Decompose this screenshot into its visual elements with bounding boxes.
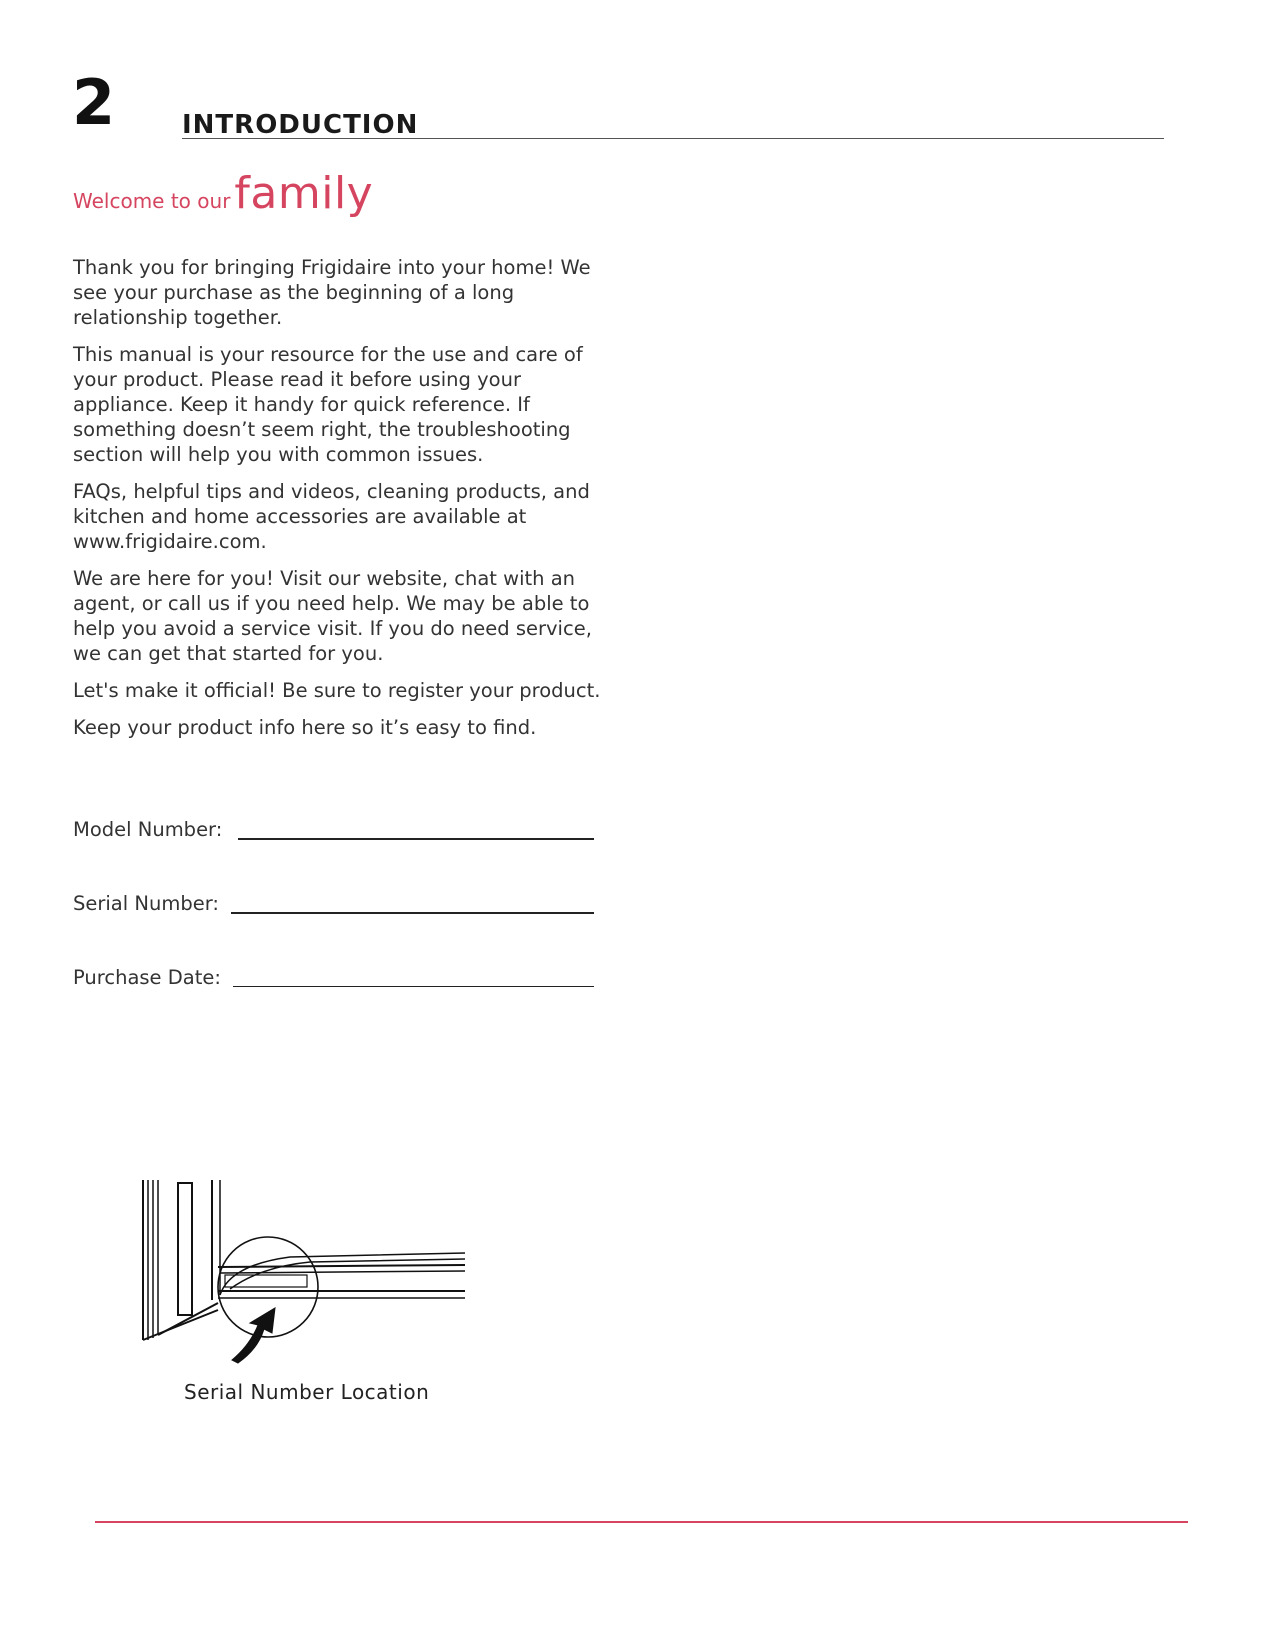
frame-rail bbox=[220, 1271, 465, 1273]
model-number-field[interactable] bbox=[238, 838, 594, 840]
model-number-label: Model Number: bbox=[73, 818, 223, 841]
figure-caption: Serial Number Location bbox=[184, 1380, 430, 1404]
title-rule bbox=[182, 138, 1164, 139]
purchase-date-label: Purchase Date: bbox=[73, 966, 221, 989]
serial-location-figure bbox=[140, 1175, 485, 1370]
paragraph-thank-you: Thank you for bringing Frigidaire into your home! We see your purchase as the beginning of a long relationship together. bbox=[73, 256, 591, 329]
welcome-emphasis: family bbox=[234, 168, 374, 219]
welcome-prefix: Welcome to our bbox=[73, 189, 231, 213]
paragraph-keep-info: Keep your product info here so it’s easy to find. bbox=[73, 716, 537, 739]
paragraph-manual: This manual is your resource for the use and care of your product. Please read it before using your appliance. Keep it handy for quick reference. If something doesn’t seem right, the troubleshooting section will help you with common issues. bbox=[73, 343, 583, 466]
purchase-date-field[interactable] bbox=[233, 986, 594, 987]
paragraph-register: Let's make it official! Be sure to register your product. bbox=[73, 679, 601, 702]
footer-rule bbox=[95, 1521, 1188, 1523]
door-handle bbox=[178, 1183, 192, 1315]
section-title: INTRODUCTION bbox=[182, 110, 419, 140]
serial-location-illustration bbox=[140, 1175, 485, 1370]
tub-edge bbox=[230, 1259, 465, 1289]
paragraph-faqs: FAQs, helpful tips and videos, cleaning products, and kitchen and home accessories are available at www.frigidaire.com. bbox=[73, 480, 590, 553]
page-number: 2 bbox=[72, 66, 116, 139]
welcome-heading bbox=[73, 168, 373, 219]
arrow-icon bbox=[232, 1308, 275, 1363]
serial-label-plate bbox=[225, 1275, 307, 1287]
serial-number-field[interactable] bbox=[231, 912, 594, 914]
serial-number-label: Serial Number: bbox=[73, 892, 219, 915]
intro-body bbox=[73, 255, 613, 752]
paragraph-support: We are here for you! Visit our website, chat with an agent, or call us if you need help. We may be able to help you avoid a service visit. If you do need service, we can get that started for you. bbox=[73, 567, 592, 665]
